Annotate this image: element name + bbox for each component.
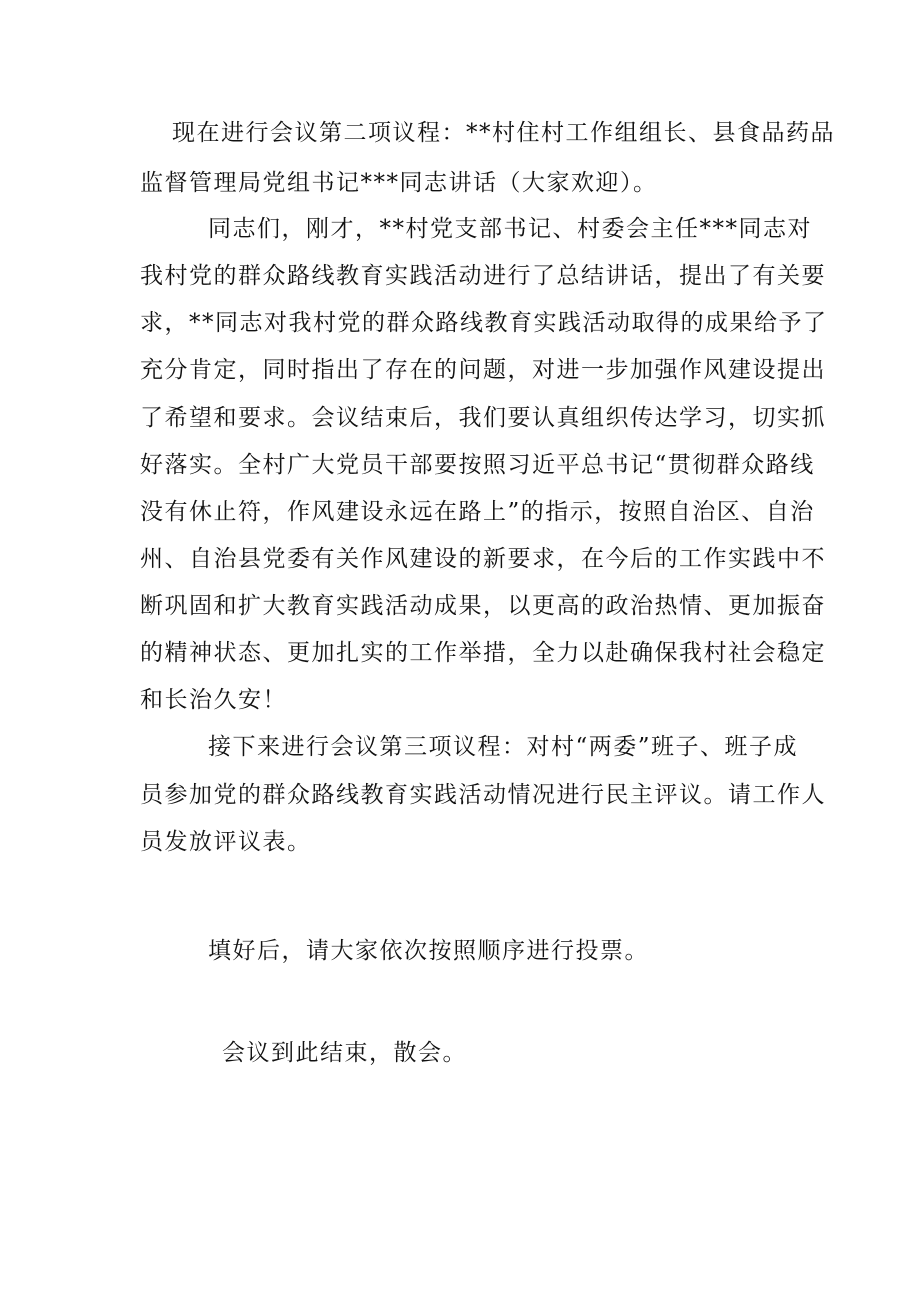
paragraph-2-line-3: 求，**同志对我村党的群众路线教育实践活动取得的成果给予了 [140,310,828,336]
paragraph-3-line-2: 员参加党的群众路线教育实践活动情况进行民主评议。请工作人 [140,782,826,808]
paragraph-2-line-10: 的精神状态、更加扎实的工作举措，全力以赴确保我村社会稳定 [140,640,826,666]
paragraph-2-line-9: 断巩固和扩大教育实践活动成果，以更高的政治热情、更加振奋 [140,593,826,619]
paragraph-2-line-5: 了希望和要求。会议结束后，我们要认真组织传达学习，切实抓 [140,405,826,431]
paragraph-1-line-2: 监督管理局党组书记***同志讲话（大家欢迎）。 [140,170,658,196]
paragraph-4-line-1: 填好后，请大家依次按照顺序进行投票。 [208,938,649,964]
paragraph-2-line-1: 同志们，刚才，**村党支部书记、村委会主任***同志对 [208,216,812,242]
paragraph-1-line-1: 现在进行会议第二项议程：**村住村工作组组长、县食品药品 [172,120,835,146]
paragraph-2-line-4: 充分肯定，同时指出了存在的问题，对进一步加强作风建设提出 [140,357,826,383]
paragraph-2-line-8: 州、自治县党委有关作风建设的新要求，在今后的工作实践中不 [140,546,826,572]
paragraph-2-line-7: 没有休止符，作风建设永远在路上”的指示，按照自治区、自治 [140,499,815,525]
paragraph-2-line-11: 和长治久安！ [140,687,287,713]
paragraph-2-line-2: 我村党的群众路线教育实践活动进行了总结讲话，提出了有关要 [140,263,826,289]
paragraph-3-line-3: 员发放评议表。 [140,829,312,855]
paragraph-5-line-1: 会议到此结束，散会。 [222,1040,467,1066]
paragraph-3-line-1: 接下来进行会议第三项议程：对村“两委”班子、班子成 [208,734,799,760]
paragraph-2-line-6: 好落实。全村广大党员干部要按照习近平总书记“贯彻群众路线 [140,452,815,478]
